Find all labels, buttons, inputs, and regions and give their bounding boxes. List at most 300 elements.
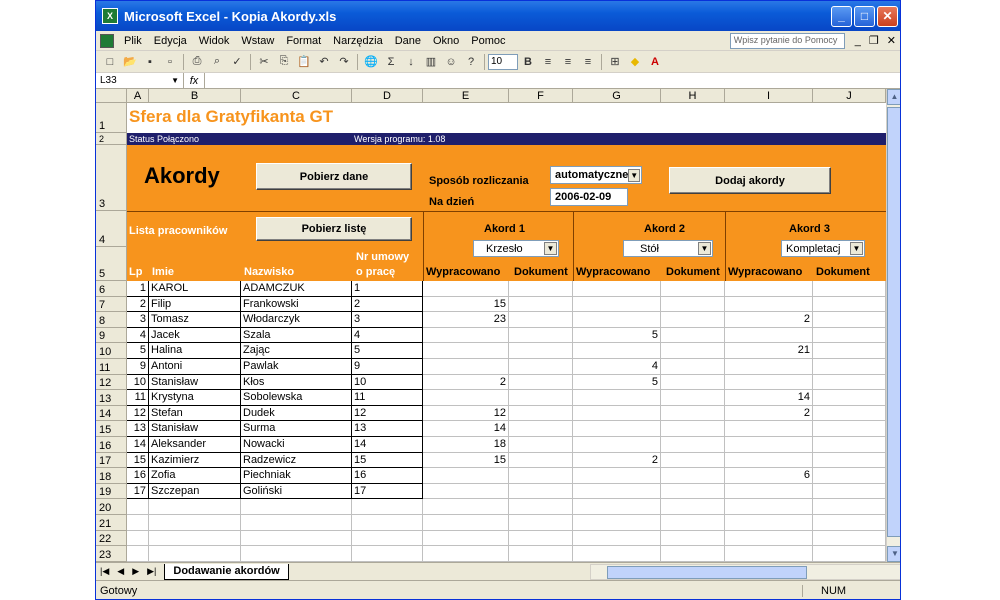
cell-h[interactable] [661, 343, 725, 359]
cell-j[interactable] [813, 281, 886, 297]
cell-g[interactable] [573, 484, 661, 500]
akord1-select[interactable] [473, 240, 559, 257]
cell-g[interactable]: 5 [573, 328, 661, 344]
cell-i[interactable]: 21 [725, 343, 813, 359]
page-title: Akordy [144, 163, 220, 188]
cell-f[interactable] [509, 375, 573, 391]
align-right-icon[interactable]: ≡ [584, 55, 592, 68]
cell-i[interactable] [725, 359, 813, 375]
cell-lp[interactable] [127, 515, 149, 531]
col-wyp-1: Wypracowano [426, 266, 501, 278]
row-header[interactable]: 19 [96, 484, 127, 500]
menu-format[interactable]: Format [286, 34, 322, 47]
menu-pomoc[interactable]: Pomoc [471, 34, 506, 47]
fx-icon[interactable]: fx [189, 74, 199, 87]
row-header[interactable]: 21 [96, 515, 127, 531]
cell-imie[interactable] [149, 499, 241, 515]
cell-h[interactable] [661, 359, 725, 375]
cell-lp[interactable]: 16 [127, 468, 149, 484]
cell-f[interactable] [509, 468, 573, 484]
smiley-icon[interactable]: ☺ [445, 55, 457, 68]
separator [484, 54, 485, 70]
cell-g[interactable]: 2 [573, 453, 661, 469]
cell-lp[interactable] [127, 499, 149, 515]
worksheet-grid[interactable] [96, 89, 886, 562]
cell-imie[interactable] [149, 546, 241, 562]
cell-e[interactable]: 15 [423, 453, 509, 469]
akord3-select[interactable] [781, 240, 865, 257]
copy-icon[interactable]: ⎘ [279, 55, 289, 67]
cell-imie[interactable]: Halina [149, 343, 241, 359]
cell-j[interactable] [813, 453, 886, 469]
redo-icon[interactable]: ↷ [339, 56, 349, 68]
cell-nr[interactable]: 14 [352, 437, 423, 453]
cell-imie[interactable]: Szczepan [149, 484, 241, 500]
cell-e[interactable] [423, 515, 509, 531]
name-box[interactable] [96, 73, 184, 88]
cell-e[interactable] [423, 359, 509, 375]
doc-close-icon[interactable]: ✕ [886, 35, 896, 47]
cell-j[interactable] [813, 359, 886, 375]
row-header[interactable]: 23 [96, 546, 127, 562]
column-header-b[interactable]: B [149, 89, 241, 103]
row-header[interactable]: 7 [96, 297, 127, 313]
cell-j[interactable] [813, 499, 886, 515]
menu-plik[interactable]: Plik [124, 34, 142, 47]
new-icon[interactable]: □ [106, 55, 114, 68]
cell-imie[interactable] [149, 515, 241, 531]
cell-e[interactable] [423, 343, 509, 359]
row-header[interactable]: 17 [96, 453, 127, 469]
cell-nr[interactable]: 17 [352, 484, 423, 500]
minimize-button[interactable]: _ [831, 6, 852, 27]
cell-lp[interactable]: 13 [127, 421, 149, 437]
cell-g[interactable] [573, 343, 661, 359]
row-header[interactable]: 10 [96, 343, 127, 359]
cell-imie[interactable]: Filip [149, 297, 241, 313]
fetch-data-button[interactable]: Pobierz dane [256, 163, 412, 190]
close-button[interactable]: ✕ [877, 6, 898, 27]
cell-h[interactable] [661, 468, 725, 484]
cell-nr[interactable]: 5 [352, 343, 423, 359]
bold-icon[interactable]: B [524, 55, 532, 68]
cell-h[interactable] [661, 484, 725, 500]
cell-imie[interactable]: Jacek [149, 328, 241, 344]
sort-asc-icon[interactable]: ↓ [408, 55, 414, 68]
cell-f[interactable] [509, 531, 573, 547]
row-header[interactable]: 16 [96, 437, 127, 453]
cell-f[interactable] [509, 406, 573, 422]
cell-imie[interactable]: Zofia [149, 468, 241, 484]
cell-j[interactable] [813, 343, 886, 359]
fill-color-icon[interactable]: ◆ [630, 56, 640, 68]
cell-e[interactable] [423, 546, 509, 562]
cell-e[interactable]: 15 [423, 297, 509, 313]
cell-e[interactable] [423, 390, 509, 406]
akord-divider [573, 211, 574, 281]
cell-f[interactable] [509, 546, 573, 562]
cell-imie[interactable]: Krystyna [149, 390, 241, 406]
settlement-select[interactable] [550, 166, 642, 184]
cell-i[interactable] [725, 484, 813, 500]
cell-g[interactable] [573, 406, 661, 422]
akord-divider [725, 211, 726, 281]
cell-f[interactable] [509, 390, 573, 406]
cell-e[interactable]: 18 [423, 437, 509, 453]
cell-f[interactable] [509, 437, 573, 453]
separator [250, 54, 251, 70]
cell-g[interactable] [573, 531, 661, 547]
cell-nr[interactable]: 13 [352, 421, 423, 437]
print-icon[interactable]: ⎙ [192, 55, 202, 67]
cell-g[interactable] [573, 546, 661, 562]
cell-imie[interactable] [149, 531, 241, 547]
cell-nr[interactable] [352, 515, 423, 531]
maximize-button[interactable]: □ [854, 6, 875, 27]
column-header-d[interactable]: D [352, 89, 423, 103]
cell-nazw[interactable] [241, 546, 352, 562]
sheet-tab-dodawanie[interactable]: Dodawanie akordów [164, 564, 288, 580]
cell-e[interactable] [423, 531, 509, 547]
cell-f[interactable] [509, 484, 573, 500]
cell-nazw[interactable]: Pawlak [241, 359, 352, 375]
cell-nazw[interactable]: Radzewicz [241, 453, 352, 469]
undo-icon[interactable]: ↶ [319, 56, 329, 68]
cell-imie[interactable]: Kazimierz [149, 453, 241, 469]
cell-j[interactable] [813, 375, 886, 391]
cell-j[interactable] [813, 297, 886, 313]
column-header-i[interactable]: I [725, 89, 813, 103]
cell-nazw[interactable]: Piechniak [241, 468, 352, 484]
first-sheet-icon[interactable]: |◀ [100, 566, 110, 576]
cell-lp[interactable] [127, 531, 149, 547]
cell-imie[interactable]: Stanisław [149, 375, 241, 391]
cell-i[interactable]: 6 [725, 468, 813, 484]
date-label: Na dzień [429, 196, 475, 208]
menu-wstaw[interactable]: Wstaw [241, 34, 275, 47]
cell-j[interactable] [813, 515, 886, 531]
row-header-3[interactable]: 3 [96, 145, 127, 211]
cell-lp[interactable]: 1 [127, 281, 149, 297]
cell-f[interactable] [509, 453, 573, 469]
autosum-icon[interactable]: Σ [387, 55, 395, 68]
cell-nazw[interactable]: Sobolewska [241, 390, 352, 406]
cell-f[interactable] [509, 281, 573, 297]
chevron-down-icon[interactable]: ▼ [171, 76, 179, 85]
cell-j[interactable] [813, 406, 886, 422]
column-header-g[interactable]: G [573, 89, 661, 103]
cell-lp[interactable]: 14 [127, 437, 149, 453]
cell-g[interactable] [573, 421, 661, 437]
cell-lp[interactable]: 12 [127, 406, 149, 422]
vertical-scrollbar[interactable] [886, 89, 901, 562]
cell-i[interactable]: 2 [725, 312, 813, 328]
cell-h[interactable] [661, 297, 725, 313]
cell-h[interactable] [661, 312, 725, 328]
row-header-2[interactable]: 2 [96, 133, 127, 145]
permission-icon[interactable]: ▫ [168, 55, 172, 68]
cell-h[interactable] [661, 421, 725, 437]
menu-edycja[interactable]: Edycja [153, 34, 187, 47]
cell-h[interactable] [661, 515, 725, 531]
cell-e[interactable] [423, 281, 509, 297]
column-header-c[interactable]: C [241, 89, 352, 103]
cell-nr[interactable]: 4 [352, 328, 423, 344]
cell-e[interactable] [423, 468, 509, 484]
row-header[interactable]: 8 [96, 312, 127, 328]
cell-i[interactable] [725, 375, 813, 391]
cell-nr[interactable]: 9 [352, 359, 423, 375]
cell-i[interactable] [725, 531, 813, 547]
prev-sheet-icon[interactable]: ◀ [117, 566, 125, 576]
cut-icon[interactable]: ✂ [259, 56, 269, 68]
employees-label: Lista pracowników [129, 225, 228, 237]
hyperlink-icon[interactable]: 🌐 [364, 56, 378, 68]
row-header[interactable]: 6 [96, 281, 127, 297]
doc-minimize-icon[interactable]: _ [854, 34, 861, 47]
cell-h[interactable] [661, 390, 725, 406]
cell-h[interactable] [661, 281, 725, 297]
align-left-icon[interactable]: ≡ [544, 55, 552, 68]
date-field[interactable] [550, 188, 628, 206]
cell-i[interactable] [725, 499, 813, 515]
status-band [127, 133, 886, 145]
cell-e[interactable] [423, 484, 509, 500]
cell-imie[interactable]: KAROL [149, 281, 241, 297]
chart-icon[interactable]: ▥ [425, 56, 437, 68]
cell-i[interactable] [725, 437, 813, 453]
cell-e[interactable]: 14 [423, 421, 509, 437]
cell-g[interactable] [573, 312, 661, 328]
menu-narzedzia[interactable]: Narzędzia [333, 34, 383, 47]
cell-j[interactable] [813, 531, 886, 547]
save-icon[interactable]: ▪ [148, 55, 152, 68]
scroll-down-icon[interactable]: ▼ [887, 546, 901, 562]
cell-g[interactable] [573, 515, 661, 531]
row-header-4[interactable]: 4 [96, 211, 127, 247]
cell-lp[interactable]: 9 [127, 359, 149, 375]
row-header[interactable]: 14 [96, 406, 127, 422]
cell-nr[interactable] [352, 531, 423, 547]
cell-nazw[interactable] [241, 531, 352, 547]
row-header[interactable]: 18 [96, 468, 127, 484]
standard-toolbar [96, 51, 900, 73]
chevron-down-icon[interactable]: ▼ [698, 242, 711, 255]
cell-h[interactable] [661, 328, 725, 344]
cell-lp[interactable]: 3 [127, 312, 149, 328]
cell-h[interactable] [661, 531, 725, 547]
cell-imie[interactable]: Antoni [149, 359, 241, 375]
cell-nr[interactable] [352, 546, 423, 562]
column-header-e[interactable]: E [423, 89, 509, 103]
column-header-f[interactable]: F [509, 89, 573, 103]
menu-dane[interactable]: Dane [394, 34, 421, 47]
cell-nr[interactable]: 10 [352, 375, 423, 391]
horizontal-scrollbar[interactable] [590, 564, 901, 580]
cell-nr[interactable]: 1 [352, 281, 423, 297]
align-center-icon[interactable]: ≡ [564, 55, 572, 68]
cell-lp[interactable] [127, 546, 149, 562]
row-header[interactable]: 13 [96, 390, 127, 406]
cell-lp[interactable]: 5 [127, 343, 149, 359]
cell-nazw[interactable]: Dudek [241, 406, 352, 422]
cell-nr[interactable] [352, 499, 423, 515]
cell-nr[interactable]: 2 [352, 297, 423, 313]
print-preview-icon[interactable]: ⌕ [213, 55, 221, 67]
cell-nazw[interactable]: Frankowski [241, 297, 352, 313]
cell-j[interactable] [813, 437, 886, 453]
cell-g[interactable] [573, 468, 661, 484]
row-header[interactable]: 9 [96, 328, 127, 344]
cell-j[interactable] [813, 546, 886, 562]
row-header-1[interactable]: 1 [96, 103, 127, 133]
cell-i[interactable] [725, 328, 813, 344]
cell-f[interactable] [509, 499, 573, 515]
borders-icon[interactable]: ⊞ [610, 56, 620, 68]
cell-j[interactable] [813, 484, 886, 500]
cell-i[interactable] [725, 421, 813, 437]
column-header-h[interactable]: H [661, 89, 725, 103]
cell-i[interactable]: 14 [725, 390, 813, 406]
col-nr-header-2: o pracę [356, 266, 396, 278]
add-chords-button[interactable]: Dodaj akordy [669, 167, 831, 194]
cell-h[interactable] [661, 406, 725, 422]
name-box-value: L33 [100, 75, 117, 86]
formula-input[interactable] [204, 73, 900, 88]
workbook-icon[interactable] [100, 34, 114, 48]
row-header-5[interactable]: 5 [96, 247, 127, 281]
row-header[interactable]: 11 [96, 359, 127, 375]
cell-j[interactable] [813, 312, 886, 328]
chevron-down-icon[interactable]: ▼ [544, 242, 557, 255]
cell-g[interactable] [573, 390, 661, 406]
paste-icon[interactable]: 📋 [297, 56, 311, 68]
cell-lp[interactable]: 4 [127, 328, 149, 344]
font-size-select[interactable]: 10 [488, 54, 518, 70]
cell-lp[interactable]: 2 [127, 297, 149, 313]
help-search-input[interactable]: Wpisz pytanie do Pomocy [730, 33, 845, 49]
cell-imie[interactable]: Stanisław [149, 421, 241, 437]
cell-nr[interactable]: 12 [352, 406, 423, 422]
column-header-j[interactable]: J [813, 89, 886, 103]
excel-window [95, 0, 901, 600]
next-sheet-icon[interactable]: ▶ [132, 566, 140, 576]
cell-nazw[interactable]: Szala [241, 328, 352, 344]
select-all-corner[interactable] [96, 89, 127, 103]
cell-lp[interactable]: 10 [127, 375, 149, 391]
cell-g[interactable]: 5 [573, 375, 661, 391]
cell-g[interactable] [573, 297, 661, 313]
cell-nazw[interactable]: ADAMCZUK [241, 281, 352, 297]
cell-i[interactable] [725, 546, 813, 562]
cell-f[interactable] [509, 421, 573, 437]
cell-imie[interactable]: Stefan [149, 406, 241, 422]
font-color-icon[interactable]: A [651, 55, 659, 68]
scroll-thumb[interactable] [887, 107, 901, 537]
last-sheet-icon[interactable]: ▶| [147, 566, 157, 576]
cell-nazw[interactable]: Zając [241, 343, 352, 359]
cell-nazw[interactable]: Włodarczyk [241, 312, 352, 328]
chevron-down-icon[interactable]: ▼ [630, 170, 639, 180]
cell-i[interactable] [725, 453, 813, 469]
cell-f[interactable] [509, 515, 573, 531]
menu-widok[interactable]: Widok [198, 34, 230, 47]
cell-e[interactable] [423, 499, 509, 515]
akord1-value: Krzesło [486, 242, 523, 255]
cell-e[interactable] [423, 328, 509, 344]
cell-g[interactable]: 4 [573, 359, 661, 375]
row-header[interactable]: 20 [96, 499, 127, 515]
cell-nazw[interactable]: Nowacki [241, 437, 352, 453]
cell-nazw[interactable]: Goliński [241, 484, 352, 500]
cell-i[interactable] [725, 281, 813, 297]
cell-lp[interactable]: 11 [127, 390, 149, 406]
fetch-list-button[interactable]: Pobierz listę [256, 217, 412, 241]
cell-lp[interactable]: 17 [127, 484, 149, 500]
cell-g[interactable] [573, 499, 661, 515]
cell-lp[interactable]: 15 [127, 453, 149, 469]
chevron-down-icon[interactable]: ▼ [850, 242, 863, 255]
cell-h[interactable] [661, 453, 725, 469]
cell-nr[interactable]: 3 [352, 312, 423, 328]
menu-okno[interactable]: Okno [433, 34, 460, 47]
cell-f[interactable] [509, 343, 573, 359]
cell-imie[interactable]: Tomasz [149, 312, 241, 328]
help-icon[interactable]: ? [467, 55, 475, 68]
row-header[interactable]: 15 [96, 421, 127, 437]
cell-imie[interactable]: Aleksander [149, 437, 241, 453]
cell-g[interactable] [573, 437, 661, 453]
row-header[interactable]: 12 [96, 375, 127, 391]
cell-e[interactable]: 2 [423, 375, 509, 391]
scroll-up-icon[interactable]: ▲ [887, 89, 901, 105]
cell-j[interactable] [813, 421, 886, 437]
cell-h[interactable] [661, 437, 725, 453]
cell-f[interactable] [509, 328, 573, 344]
cell-e[interactable]: 12 [423, 406, 509, 422]
akord2-select[interactable] [623, 240, 713, 257]
cell-nr[interactable]: 16 [352, 468, 423, 484]
cell-j[interactable] [813, 390, 886, 406]
cell-h[interactable] [661, 375, 725, 391]
hscroll-thumb[interactable] [607, 566, 807, 579]
cell-j[interactable] [813, 328, 886, 344]
col-imie-header: Imie [152, 266, 175, 278]
cell-i[interactable]: 2 [725, 406, 813, 422]
cell-nazw[interactable]: Surma [241, 421, 352, 437]
cell-nr[interactable]: 15 [352, 453, 423, 469]
cell-nr[interactable]: 11 [352, 390, 423, 406]
cell-h[interactable] [661, 546, 725, 562]
cell-i[interactable] [725, 515, 813, 531]
spelling-icon[interactable]: ✓ [232, 56, 242, 68]
cell-nazw[interactable]: Kłos [241, 375, 352, 391]
cell-f[interactable] [509, 359, 573, 375]
cell-g[interactable] [573, 281, 661, 297]
cell-h[interactable] [661, 499, 725, 515]
cell-nazw[interactable] [241, 499, 352, 515]
doc-restore-icon[interactable]: ❐ [868, 35, 879, 47]
cell-e[interactable]: 23 [423, 312, 509, 328]
cell-f[interactable] [509, 297, 573, 313]
column-header-a[interactable]: A [127, 89, 149, 103]
row-header[interactable]: 22 [96, 531, 127, 547]
cell-f[interactable] [509, 312, 573, 328]
cell-j[interactable] [813, 468, 886, 484]
cell-nazw[interactable] [241, 515, 352, 531]
open-icon[interactable]: 📂 [123, 56, 137, 68]
cell-i[interactable] [725, 297, 813, 313]
